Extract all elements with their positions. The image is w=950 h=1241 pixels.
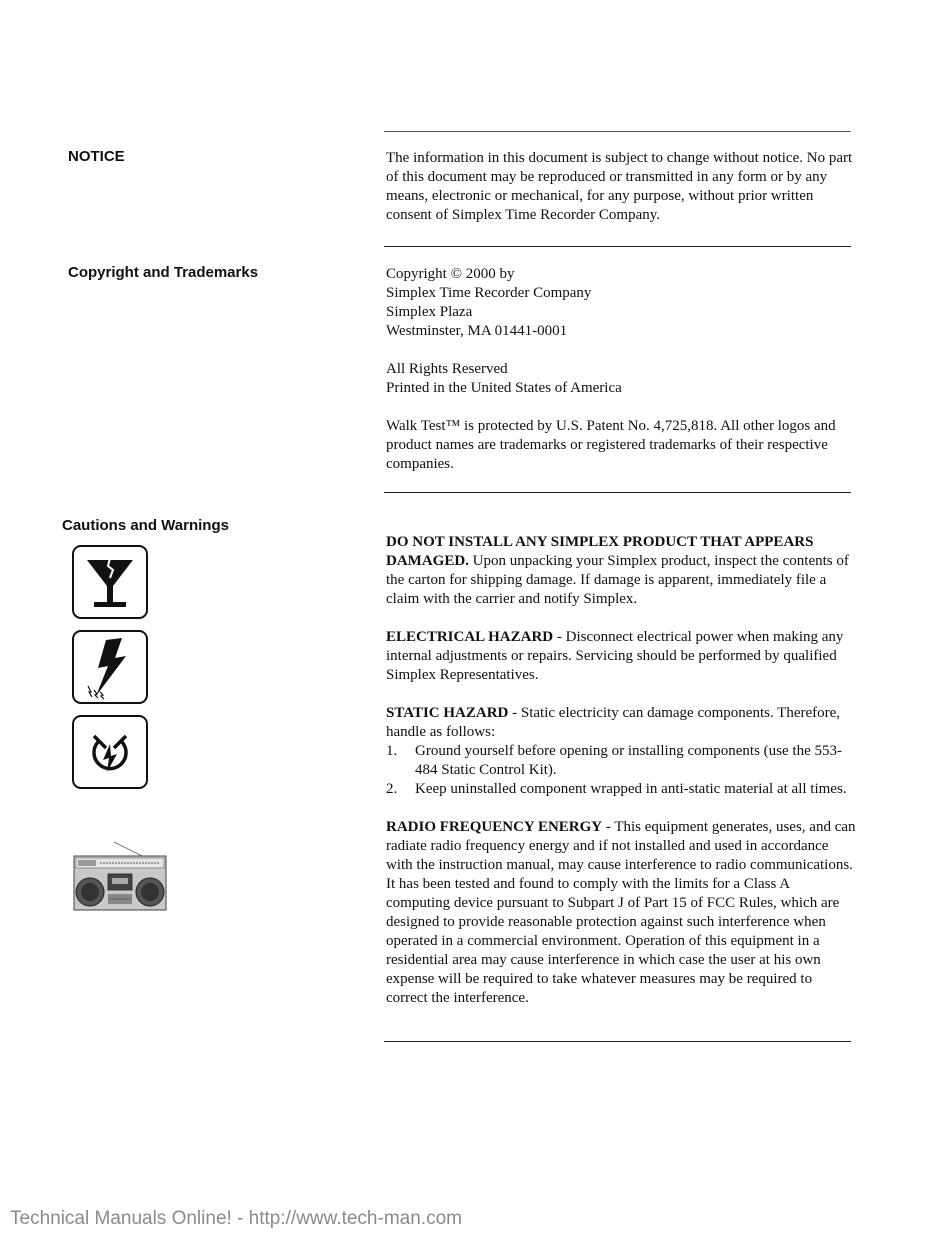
- static-warning-lead: STATIC HAZARD: [386, 705, 509, 721]
- lightning-bolt-icon: [72, 630, 148, 704]
- divider-notice: [384, 246, 851, 247]
- company-street: Simplex Plaza: [386, 304, 473, 320]
- notice-text: [386, 149, 856, 225]
- list-item-number: 2.: [386, 781, 398, 797]
- fragile-glass-icon: [72, 545, 148, 619]
- list-item-text: Keep uninstalled component wrapped in anti-static material at all times.: [415, 781, 847, 797]
- divider-copyright: [384, 492, 851, 493]
- static-warning-body: - Static electricity can damage components. Therefore, handle as follows:: [386, 705, 841, 740]
- notice-paragraph: The information in this document is subject to change without notice. No part of this document may be reproduced or transmitted in any form or by any means, electronic or mechanical, for any purpose, without prior written consent of Simplex Time Recorder Company.: [386, 150, 853, 223]
- radio-boombox-icon: [72, 840, 168, 914]
- notice-heading: NOTICE: [68, 148, 125, 165]
- company-name: Simplex Time Recorder Company: [386, 285, 592, 301]
- copyright-heading: Copyright and Trademarks: [68, 264, 259, 281]
- divider-top: [384, 131, 851, 132]
- divider-bottom: [384, 1041, 851, 1042]
- footer-link-text: Technical Manuals Online! - http://www.tech-man.com: [10, 1208, 462, 1229]
- radio-warning: [386, 818, 856, 1008]
- damaged-warning-lead: DO NOT INSTALL ANY SIMPLEX PRODUCT THAT APPEARS DAMAGED.: [386, 534, 814, 569]
- cautions-text: [386, 533, 856, 1008]
- cautions-heading: Cautions and Warnings: [62, 517, 229, 534]
- list-item: [386, 780, 856, 799]
- printed-in: Printed in the United States of America: [386, 380, 622, 396]
- static-warning: [386, 704, 856, 742]
- list-item: [386, 742, 856, 780]
- rights-reserved: All Rights Reserved: [386, 361, 508, 377]
- copyright-text: [386, 265, 856, 474]
- list-item-number: 1.: [386, 743, 398, 759]
- damaged-warning: [386, 533, 856, 609]
- electrical-warning-body: - Disconnect electrical power when making any internal adjustments or repairs. Servicing should be performed by qualified Simplex Representatives.: [386, 629, 844, 683]
- copyright-line: Copyright © 2000 by: [386, 266, 515, 282]
- radio-warning-lead: RADIO FREQUENCY ENERGY: [386, 819, 603, 835]
- company-city: Westminster, MA 01441-0001: [386, 323, 568, 339]
- trademark-paragraph: Walk Test™ is protected by U.S. Patent No. 4,725,818. All other logos and product names are trademarks or registered trademarks of their respective companies.: [386, 418, 836, 472]
- list-item-text: Ground yourself before opening or installing components (use the 553-484 Static Control Kit).: [415, 743, 842, 778]
- electrical-warning-lead: ELECTRICAL HAZARD: [386, 629, 554, 645]
- electrical-warning: [386, 628, 856, 685]
- radio-warning-body: - This equipment generates, uses, and can radiate radio frequency energy and if not installed and used in accordance with the instruction manual, may cause interference to radio communications. It has been tested and found to comply with the limits for a Class A computing device pursuant to Subpart J of Part 15 of FCC Rules, which are designed to provide reasonable protection against such interference when operated in a commercial environment. Operation of this equipment in a residential area may cause interference in which case the user at his own expense will be required to take whatever measures may be required to correct the interference.: [386, 819, 856, 1006]
- static-hazard-icon: [72, 715, 148, 789]
- damaged-warning-body: Upon unpacking your Simplex product, inspect the contents of the carton for shipping damage. If damage is apparent, immediately file a claim with the carrier and notify Simplex.: [386, 553, 849, 607]
